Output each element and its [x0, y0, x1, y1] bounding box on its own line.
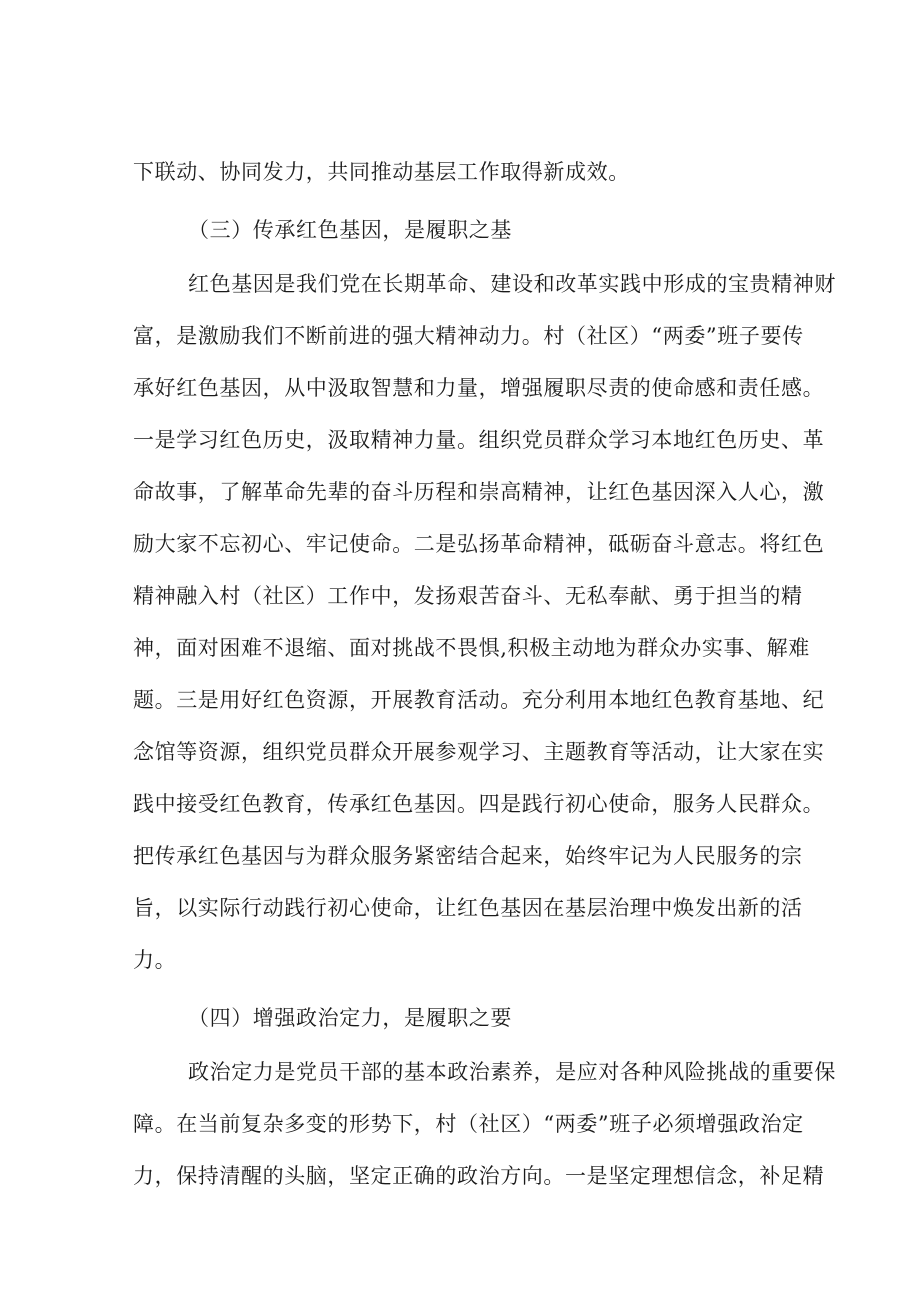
- section-3-line: 践中接受红色教育，传承红色基因。四是践行初心使命，服务人民群众。: [133, 792, 825, 816]
- section-3-line: 旨，以实际行动践行初心使命，让红色基因在基层治理中焕发出新的活: [133, 896, 803, 920]
- section-4-line: 力，保持清醒的头脑，坚定正确的政治方向。一是坚定理想信念，补足精: [133, 1164, 825, 1188]
- section-3-heading: （三）传承红色基因，是履职之基: [188, 218, 512, 242]
- section-3-line: 把传承红色基因与为群众服务紧密结合起来，始终牢记为人民服务的宗: [133, 844, 803, 868]
- section-3-line: 一是学习红色历史，汲取精神力量。组织党员群众学习本地红色历史、革: [133, 428, 825, 452]
- section-3-line: 励大家不忘初心、牢记使命。二是弘扬革命精神，砥砺奋斗意志。将红色: [133, 532, 825, 556]
- section-4-heading: （四）增强政治定力，是履职之要: [188, 1006, 512, 1030]
- section-4-line: 障。在当前复杂多变的形势下，村（社区）“两委”班子必须增强政治定: [133, 1112, 804, 1136]
- section-4-line: 政治定力是党员干部的基本政治素养，是应对各种风险挑战的重要保: [188, 1060, 836, 1084]
- section-3-line: 红色基因是我们党在长期革命、建设和改革实践中形成的宝贵精神财: [188, 272, 836, 296]
- section-3-line: 富，是激励我们不断前进的强大精神动力。村（社区）“两委”班子要传: [133, 324, 804, 348]
- continuation-line: 下联动、协同发力，共同推动基层工作取得新成效。: [133, 160, 630, 184]
- section-3-line: 念馆等资源，组织党员群众开展参观学习、主题教育等活动，让大家在实: [133, 740, 825, 764]
- section-3-line: 精神融入村（社区）工作中，发扬艰苦奋斗、无私奉献、勇于担当的精: [133, 584, 803, 608]
- section-3-line: 神，面对困难不退缩、面对挑战不畏惧,积极主动地为群众办实事、解难: [133, 636, 810, 660]
- section-3-line: 力。: [133, 948, 177, 972]
- section-3-line: 承好红色基因，从中汲取智慧和力量，增强履职尽责的使命感和责任感。: [133, 376, 825, 400]
- section-3-line: 题。三是用好红色资源，开展教育活动。充分利用本地红色教育基地、纪: [133, 688, 825, 712]
- section-3-line: 命故事，了解革命先辈的奋斗历程和崇高精神，让红色基因深入人心，激: [133, 480, 825, 504]
